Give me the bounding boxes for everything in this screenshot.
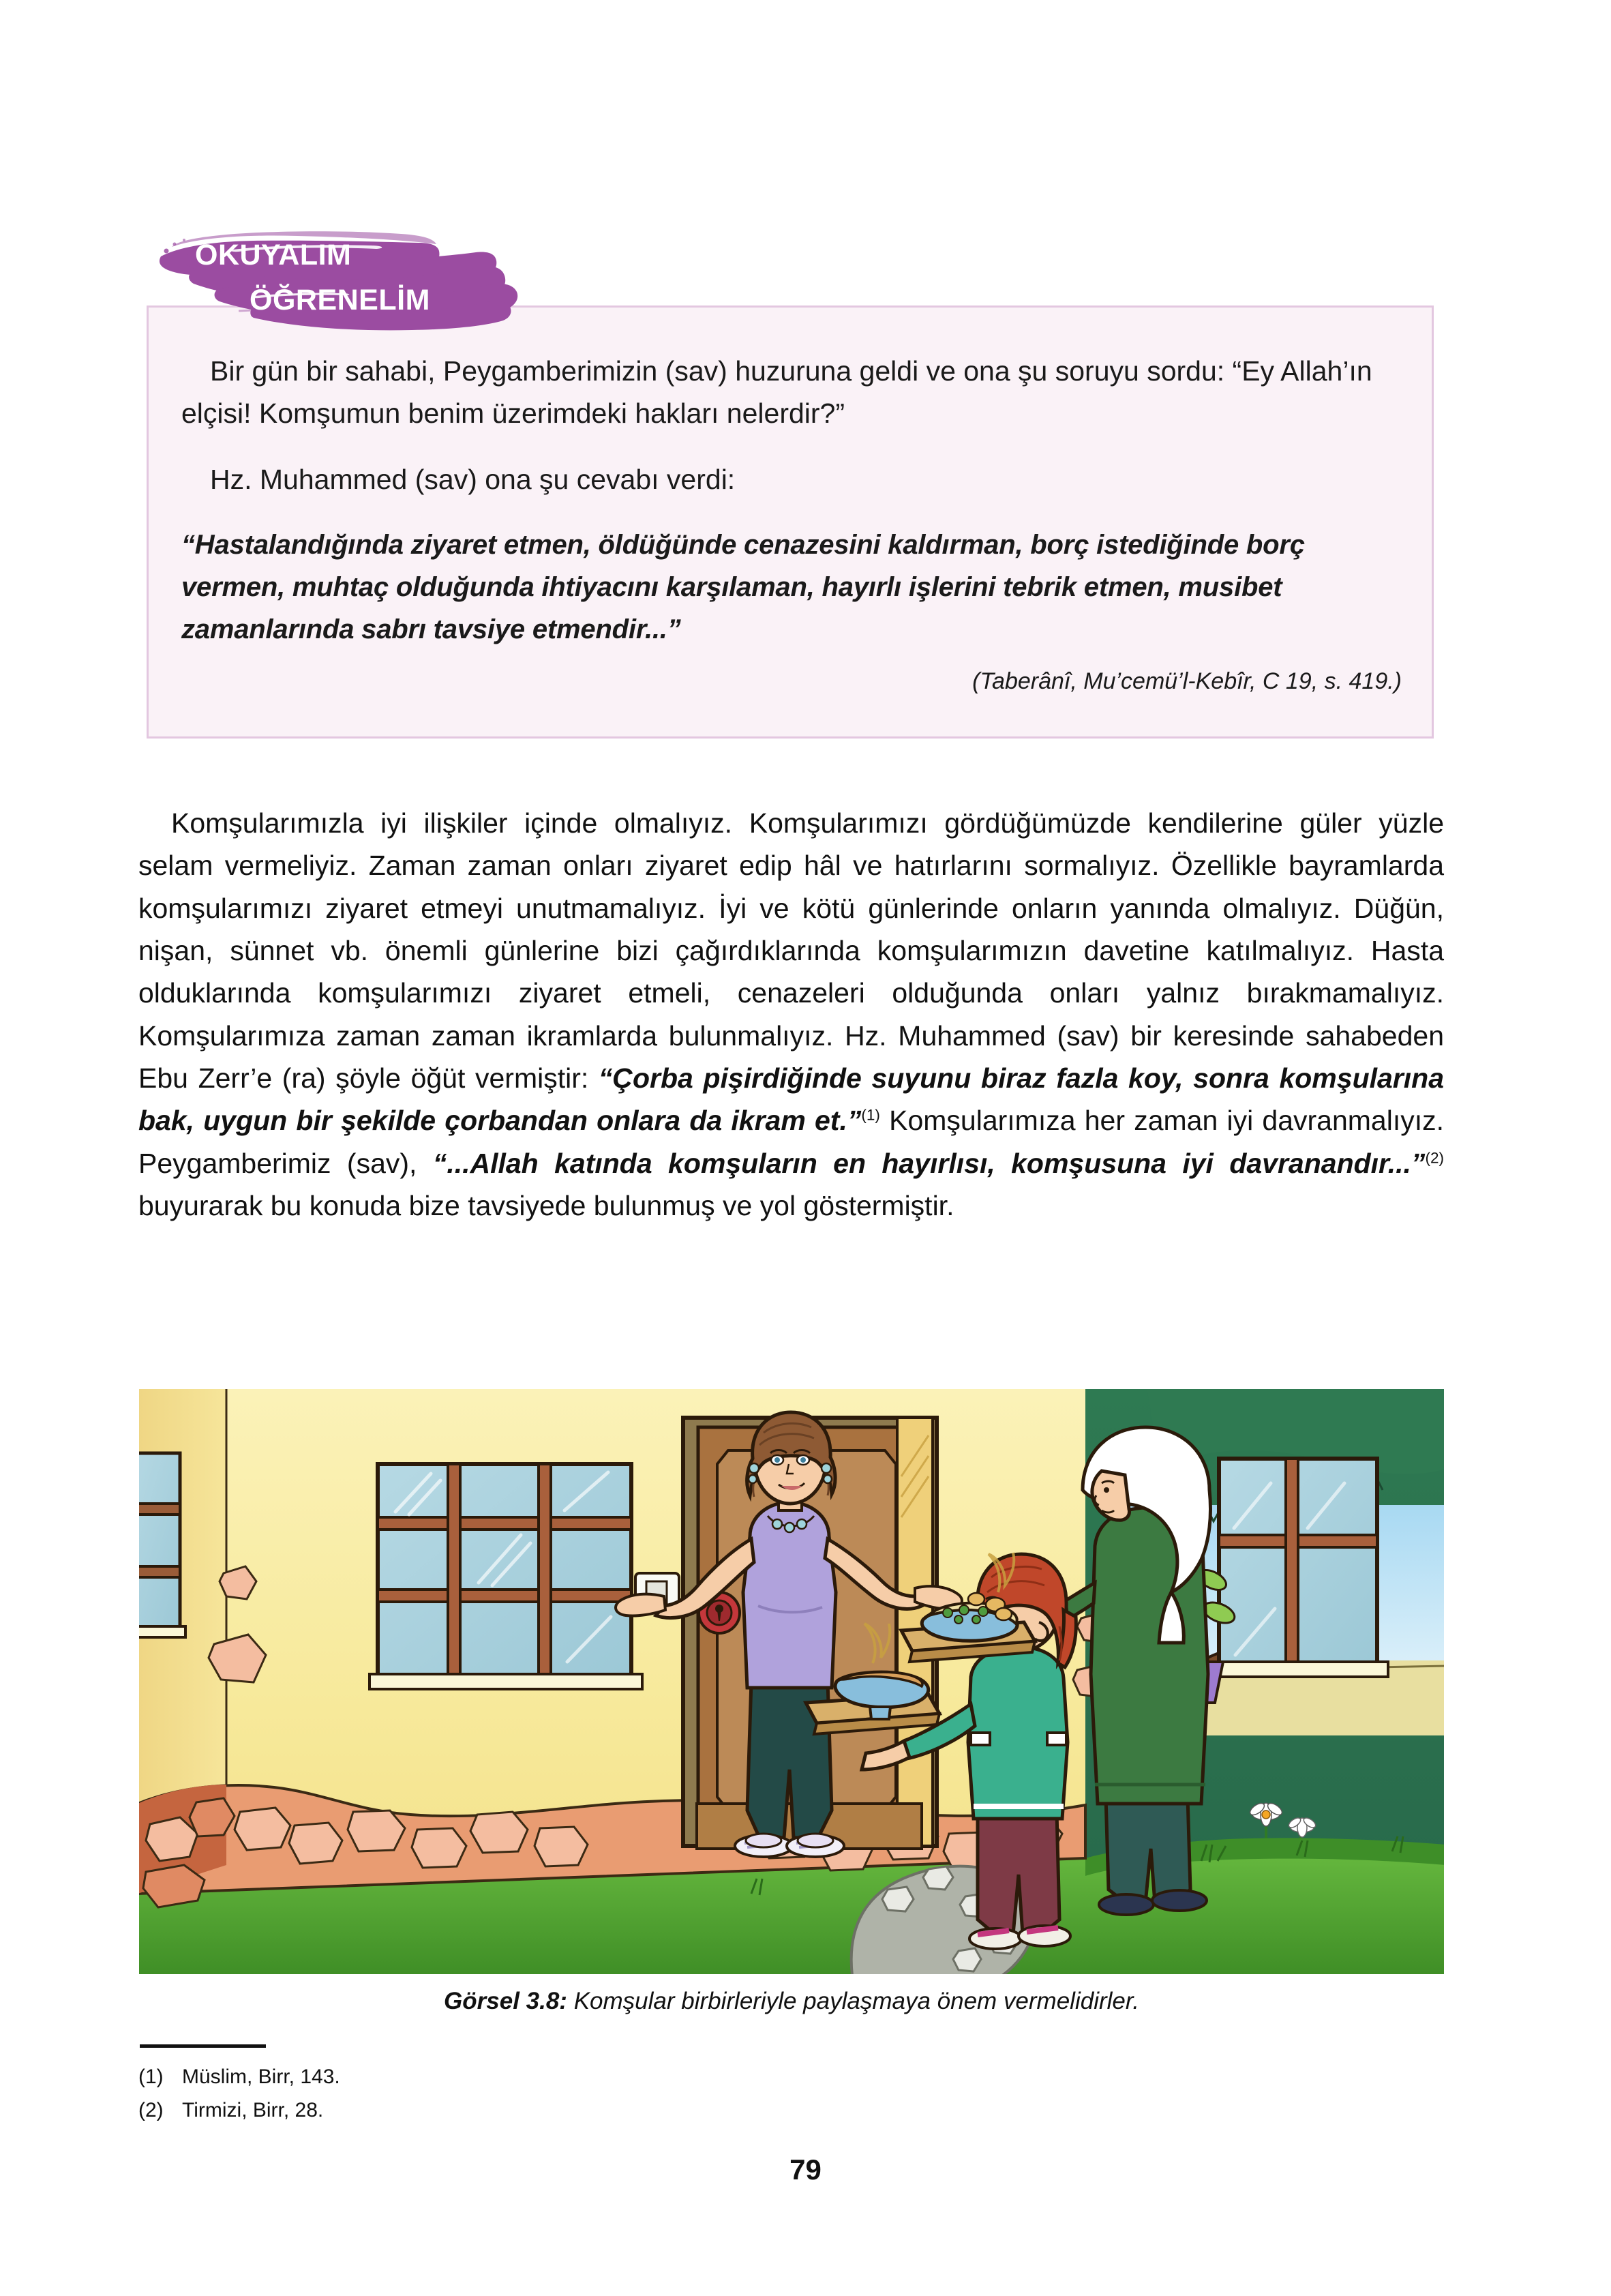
caption-label: Görsel 3.8: [444, 1988, 567, 2014]
quote-paragraph-1 [181, 350, 1402, 435]
sleeve-cuff-left [971, 1733, 990, 1745]
bowl-foot [870, 1707, 890, 1719]
quote-paragraph-2 [181, 458, 1402, 501]
body-paragraph [138, 802, 1444, 1227]
page-number: 79 [789, 2153, 822, 2186]
hadith-source: (Taberânî, Mu’cemü’l-Kebîr, C 19, s. 419.) [972, 668, 1402, 694]
window-sill [370, 1674, 642, 1689]
caption-text: Komşular birbirleriyle paylaşmaya önem vermelidirler. [567, 1988, 1139, 2014]
footnote-text: Tirmizi, Birr, 28. [182, 2098, 324, 2121]
body-segment-2: Komşularımıza her zaman iyi davranmalıyız. Peygamberimiz (sav), [138, 1105, 1444, 1179]
body-segment-1: Komşularımızla iyi ilişkiler içinde olmalıyız. Komşularımızı gördüğümüzde kendilerine güler yüzle selam vermeliyiz. Zaman zaman onları ziyaret edip hâl ve hatırlarını sormalıyız. Özellikle bayramlarda komşularımızı ziyaret etmeyi unutmamalıyız. İyi ve kötü günlerinde onların yanında olmalıyız. Düğün, nişan, sünnet vb. önemli günlerine bizi çağırdıklarında komşularımızın davetine katılmalıyız. Hasta olduklarında komşularımızı ziyaret etmeli, cenazeleri olduğunda onları yalnız bırakmamalıyız. Komşularımıza zaman zaman ikramlarda bulunmalıyız. Hz. Muhammed (sav) bir keresinde sahabeden Ebu Zerr’e (ra) şöyle öğüt vermiştir: [138, 807, 1444, 1094]
left-window [138, 1453, 185, 1637]
footnote-ref-2[interactable]: (2) [1425, 1148, 1444, 1166]
body-quote-2: “...Allah katında komşuların en hayırlısı, komşusuna iyi davranandır...” [432, 1147, 1426, 1179]
body-segment-3: buyurarak bu konuda bize tavsiyede bulunmuş ve yol göstermiştir. [138, 1189, 954, 1221]
right-window [1209, 1459, 1388, 1677]
body-quote-1: “Çorba pişirdiğinde suyunu biraz fazla koy, sonra komşularına bak, uygun bir şekilde çorbandan onlara da ikram et.” [138, 1062, 1444, 1137]
quote-paragraph-1-text: Bir gün bir sahabi, Peygamberimizin (sav) huzuruna geldi ve ona şu soruyu sordu: “Ey Allah’ın elçisi! Komşumun benim üzerimdeki hakları nelerdir?” [181, 355, 1372, 430]
neighbour-trousers [1106, 1797, 1190, 1903]
main-window [370, 1464, 642, 1689]
footnote-ref-1[interactable]: (1) [861, 1106, 880, 1124]
footnote-item [138, 2094, 957, 2128]
badge-line-2: ÖĞRENELİM [250, 284, 430, 316]
neighbour-eye [1104, 1487, 1109, 1493]
sleeve-cuff-right [1047, 1733, 1066, 1745]
neighbors-sharing-scene [138, 1388, 1445, 1976]
figure-caption [138, 1988, 1445, 2015]
footnote-list [138, 2061, 957, 2127]
footnote-item [138, 2061, 957, 2094]
footnote-separator [140, 2044, 266, 2048]
hadith-text [181, 524, 1402, 651]
reading-quote-box [147, 305, 1434, 739]
badge-line-1: OKUYALIM [195, 239, 352, 271]
illustration-gorsel-3-8 [138, 1388, 1445, 1976]
footnote-number: (1) [138, 2066, 164, 2088]
quote-paragraph-2-text: Hz. Muhammed (sav) ona şu cevabı verdi: [210, 463, 736, 495]
footnote-number: (2) [138, 2098, 164, 2121]
footnote-text: Müslim, Birr, 143. [182, 2066, 340, 2088]
hadith-body: “Hastalandığında ziyaret etmen, öldüğünde cenazesini kaldırman, borç istediğinde borç vermen, muhtaç olduğunda ihtiyacını karşılaman, hayırlı işlerini tebrik etmen, musibet zamanlarında sabrı tavsiye etmendir...” [181, 529, 1305, 644]
section-badge [151, 230, 533, 333]
